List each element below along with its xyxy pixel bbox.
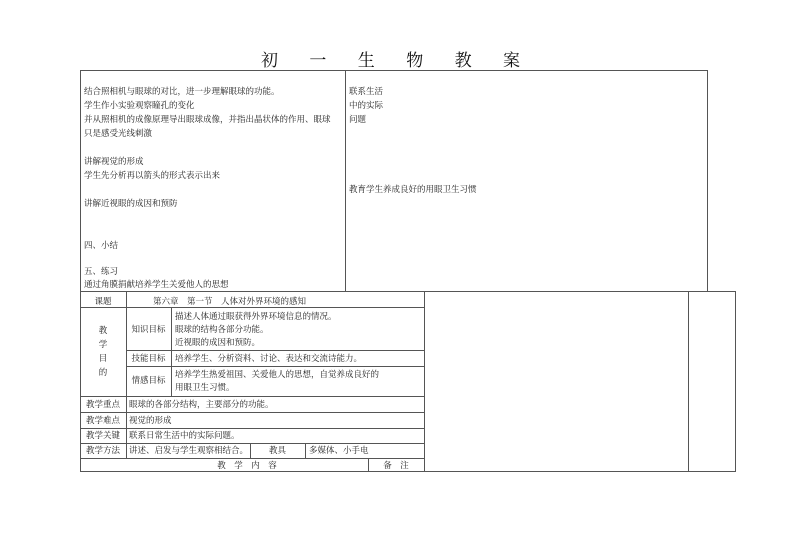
key-value: 眼球的各部分结构，主要部分的功能。 — [129, 400, 274, 410]
difficulty-value: 视觉的形成 — [129, 416, 172, 426]
notes-header: 备 注 — [383, 461, 409, 471]
row-line — [80, 428, 424, 429]
upper-left-line: 四、小结 — [84, 241, 119, 251]
method-label: 教学方法 — [85, 446, 120, 456]
emotion-label: 情感目标 — [131, 376, 166, 386]
difficulty-label: 教学难点 — [85, 416, 120, 426]
sublabel-column-divider — [171, 307, 172, 396]
knowledge-label: 知识目标 — [131, 325, 166, 335]
upper-left-line: 并从照相机的成像原理导出眼球成像，并指出晶状体的作用、眼球 — [84, 115, 331, 125]
content-header: 教 学 内 容 — [217, 461, 277, 471]
page-title: 初 一 生 物 教 案 — [260, 51, 534, 71]
upper-right-line: 中的实际 — [349, 101, 384, 111]
knowledge-line: 近视眼的成因和预防。 — [175, 338, 261, 348]
tools-label-right-divider — [305, 443, 306, 458]
upper-right-line: 教育学生养成良好的用眼卫生习惯 — [349, 185, 477, 195]
topic-label: 课题 — [94, 297, 112, 307]
tools-label: 教具 — [268, 446, 286, 456]
content-right-divider — [424, 307, 425, 472]
upper-left-line: 学生先分析再以箭头的形式表示出来 — [84, 171, 221, 181]
row-line — [80, 458, 424, 459]
upper-right-line: 联系生活 — [349, 87, 384, 97]
row-line — [80, 443, 424, 444]
crux-label: 教学关键 — [85, 431, 120, 441]
upper-left-line: 结合照相机与眼球的对比，进一步理解眼球的功能。 — [84, 87, 280, 97]
upper-left-line: 五、练习 — [84, 267, 119, 277]
skill-label: 技能目标 — [131, 354, 166, 364]
row-line — [80, 396, 424, 397]
goals-label-char: 的 — [98, 368, 108, 378]
skill-value: 培养学生、分析资料、讨论、表达和交流诗能力。 — [175, 354, 363, 364]
right-margin-divider — [688, 291, 689, 472]
upper-column-divider — [345, 70, 346, 292]
emotion-line: 培养学生热爱祖国、关爱他人的思想，自觉养成良好的 — [175, 370, 380, 380]
upper-left-line: 只是感受光线刺激 — [84, 129, 153, 139]
goals-label-char: 目 — [98, 354, 108, 364]
method-value: 讲述、启发与学生观察相结合。 — [129, 446, 249, 456]
row-line — [80, 412, 424, 413]
key-label: 教学重点 — [85, 400, 120, 410]
goals-label-char: 学 — [98, 340, 108, 350]
header-right-divider — [424, 291, 425, 307]
upper-right-line: 问题 — [349, 115, 367, 125]
knowledge-line: 描述人体通过眼获得外界环境信息的情况。 — [175, 312, 337, 322]
upper-left-line: 通过角膜捐献培养学生关爱他人的思想 — [84, 280, 229, 290]
upper-left-line: 讲解视觉的形成 — [84, 157, 144, 167]
goals-label-char: 教 — [98, 326, 108, 336]
tools-value: 多媒体、小手电 — [309, 446, 369, 456]
upper-left-line: 学生作小实验观察瞳孔的变化 — [84, 101, 195, 111]
upper-left-line: 讲解近视眼的成因和预防 — [84, 199, 178, 209]
crux-value: 联系日常生活中的实际问题。 — [129, 431, 240, 441]
emotion-line: 用眼卫生习惯。 — [175, 383, 235, 393]
knowledge-line: 眼球的结构各部分功能。 — [175, 325, 269, 335]
topic-value: 第六章 第一节 人体对外界环境的感知 — [153, 297, 307, 307]
